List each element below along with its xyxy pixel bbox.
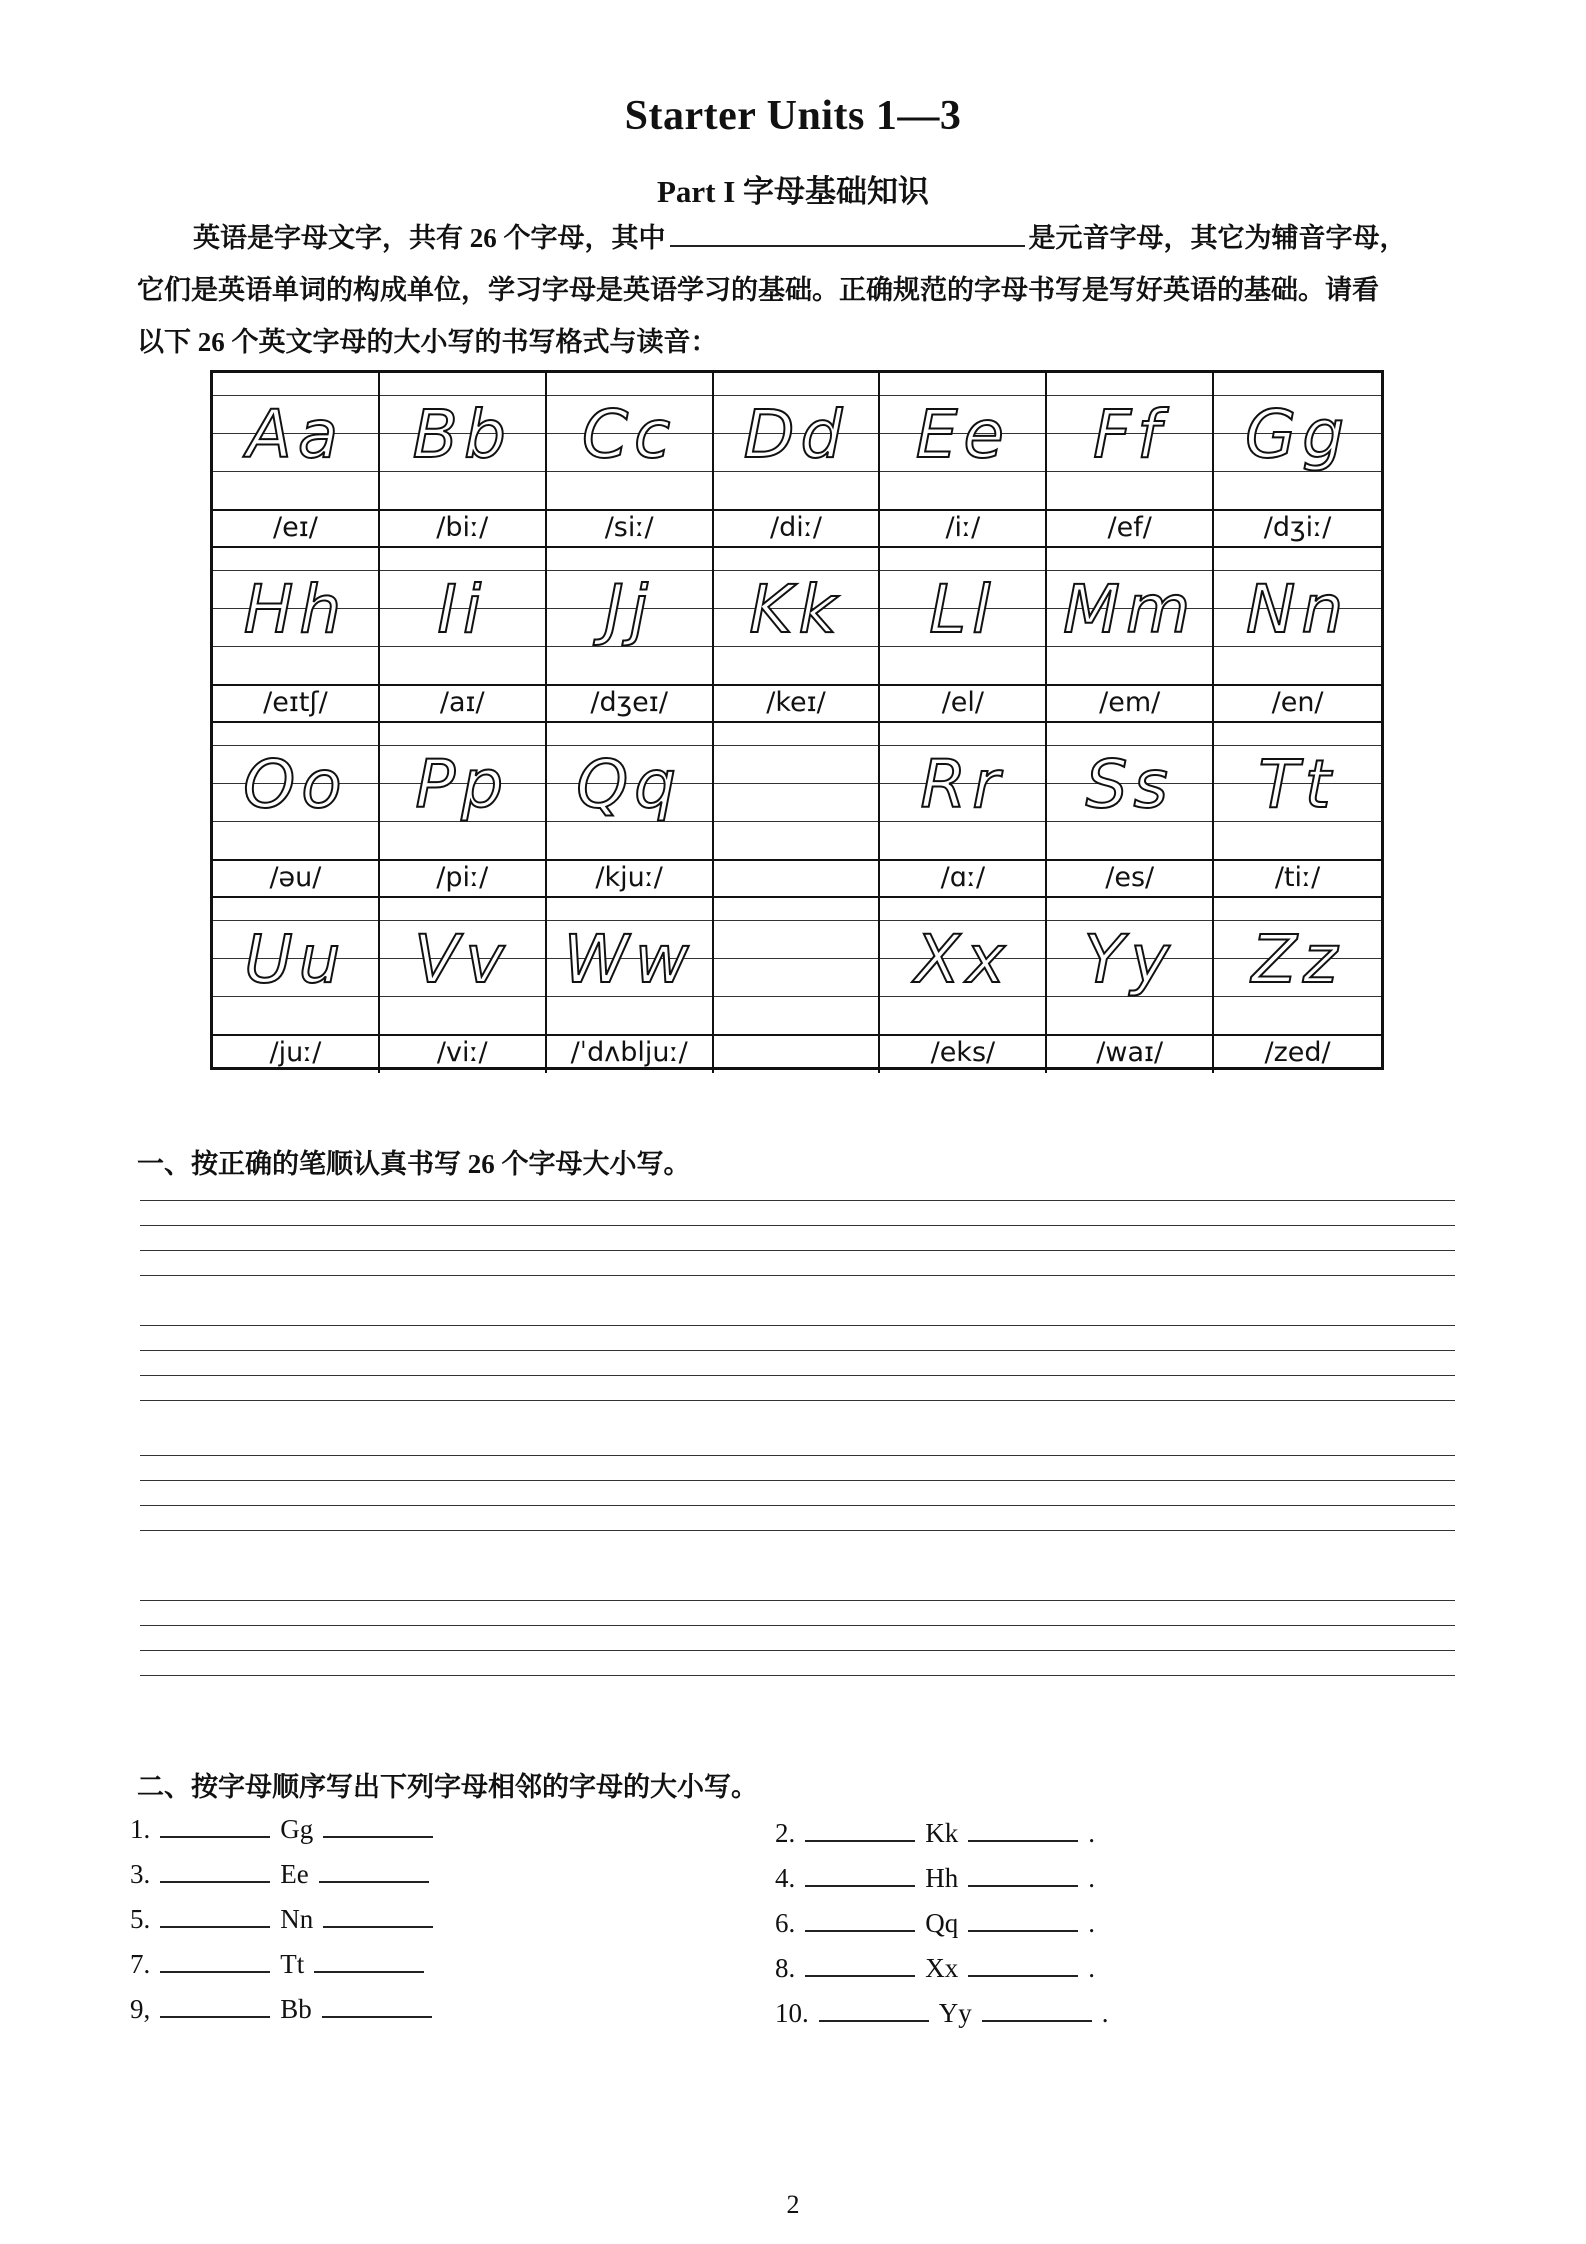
letter-phonetic: /aɪ/: [439, 687, 485, 718]
exercise-number: 1.: [130, 1814, 151, 1844]
letter-phonetic: /biː/: [436, 512, 489, 543]
answer-blank-before[interactable]: [160, 1812, 270, 1838]
exercise-end: .: [1088, 1818, 1095, 1848]
letter-glyphs: Gg: [1245, 396, 1351, 473]
letter-phonetic: /en/: [1271, 687, 1324, 718]
answer-blank-before[interactable]: [160, 1992, 270, 2018]
letter-glyphs: Xx: [914, 921, 1011, 998]
letter-glyphs: Cc: [581, 396, 677, 473]
answer-blank-before[interactable]: [805, 1816, 915, 1842]
letter-glyphs: Ii: [437, 571, 488, 648]
writing-practice-lines-3[interactable]: [140, 1455, 1455, 1545]
exercise-item: [130, 1812, 443, 1845]
letter-phonetic: /eɪ/: [273, 512, 318, 543]
letter-glyphs: Yy: [1084, 921, 1176, 998]
letter-glyphs: [714, 910, 879, 1010]
exercise-end: .: [1088, 1863, 1095, 1893]
exercise-item: [775, 1816, 1095, 1849]
exercise-end: .: [1101, 1998, 1109, 2028]
answer-blank-before[interactable]: [819, 1996, 929, 2022]
letter-cell: [547, 548, 714, 723]
letter-phonetic: /əu/: [269, 862, 322, 893]
letter-cell: [547, 723, 714, 898]
answer-blank-before[interactable]: [805, 1951, 915, 1977]
exercise-letter: Xx: [925, 1953, 959, 1983]
letter-phonetic: /viː/: [436, 1037, 488, 1068]
letter-glyphs: Dd: [743, 396, 849, 473]
exercise-number: 10.: [775, 1998, 809, 2028]
exercise-item: [130, 1902, 443, 1935]
letter-glyphs: Jj: [604, 571, 655, 648]
letter-phonetic: [714, 1036, 879, 1070]
letter-glyphs: Ww: [563, 921, 695, 998]
letter-phonetic: /iː/: [945, 512, 981, 543]
letter-cell: [714, 723, 881, 898]
intro-line-1-before: 英语是字母文字，共有 26 个字母，其中: [193, 223, 666, 253]
letter-cell: [880, 723, 1047, 898]
intro-line-1: [137, 212, 1457, 264]
exercise-letter: Kk: [925, 1818, 959, 1848]
letter-phonetic: /ɑː/: [940, 862, 986, 893]
writing-practice-lines-4[interactable]: [140, 1600, 1455, 1690]
letter-cell: [213, 898, 380, 1073]
letter-glyphs: Mm: [1063, 571, 1197, 648]
exercise-item: [775, 1861, 1095, 1894]
writing-practice-lines-1[interactable]: [140, 1200, 1455, 1290]
vowel-answer-blank[interactable]: [670, 219, 1025, 247]
letter-glyphs: Nn: [1245, 571, 1350, 648]
answer-blank-before[interactable]: [160, 1902, 270, 1928]
letter-phonetic: /piː/: [436, 862, 489, 893]
letter-glyphs: Tt: [1258, 746, 1337, 823]
letter-phonetic: /kjuː/: [595, 862, 663, 893]
exercise-letter: Nn: [280, 1904, 314, 1934]
section-2-heading: 二、按字母顺序写出下列字母相邻的字母的大小写。: [137, 1772, 758, 1802]
letter-cell: [880, 373, 1047, 548]
letter-phonetic: /juː/: [269, 1037, 322, 1068]
letter-cell: [880, 548, 1047, 723]
alphabet-table: [210, 370, 1384, 1070]
section-1-heading: 一、按正确的笔顺认真书写 26 个字母大小写。: [137, 1149, 691, 1179]
exercise-number: 8.: [775, 1953, 796, 1983]
letter-phonetic: /keɪ/: [766, 687, 826, 718]
letter-cell: [380, 373, 547, 548]
letter-cell: [714, 898, 881, 1073]
letter-phonetic: /ef/: [1107, 512, 1152, 543]
letter-phonetic: /siː/: [604, 512, 654, 543]
exercise-number: 6.: [775, 1908, 796, 1938]
exercise-number: 7.: [130, 1949, 151, 1979]
letter-cell: [1214, 898, 1381, 1073]
exercise-number: 2.: [775, 1818, 796, 1848]
exercise-item: [775, 1906, 1095, 1939]
letter-cell: [1214, 548, 1381, 723]
exercise-number: 5.: [130, 1904, 151, 1934]
page-number: 2: [786, 2190, 800, 2219]
answer-blank-after[interactable]: [968, 1861, 1078, 1887]
exercise-end: .: [1088, 1908, 1095, 1938]
letter-cell: [1047, 723, 1214, 898]
letter-cell: [380, 723, 547, 898]
letter-cell: [213, 723, 380, 898]
answer-blank-after[interactable]: [319, 1857, 429, 1883]
answer-blank-after[interactable]: [323, 1902, 433, 1928]
answer-blank-after[interactable]: [323, 1812, 433, 1838]
exercise-letter: Qq: [925, 1908, 959, 1938]
letter-cell: [1047, 373, 1214, 548]
exercise-item: [775, 1996, 1109, 2029]
letter-cell: [714, 548, 881, 723]
letter-cell: [547, 373, 714, 548]
letter-phonetic: /el/: [941, 687, 984, 718]
exercise-item: [130, 1992, 442, 2025]
intro-line-3: 以下 26 个英文字母的大小写的书写格式与读音：: [137, 327, 718, 357]
answer-blank-after[interactable]: [968, 1816, 1078, 1842]
letter-glyphs: Vv: [414, 921, 511, 998]
letter-cell: [380, 548, 547, 723]
letter-phonetic: [714, 861, 879, 895]
letter-glyphs: Kk: [749, 571, 843, 648]
letter-phonetic: /dʒiː/: [1263, 512, 1332, 543]
exercise-item: [130, 1947, 434, 1980]
exercise-number: 3.: [130, 1859, 151, 1889]
letter-cell: [1047, 898, 1214, 1073]
writing-practice-lines-2[interactable]: [140, 1325, 1455, 1415]
exercise-item: [775, 1951, 1095, 1984]
exercise-letter: Ee: [280, 1859, 309, 1889]
letter-phonetic: /ˈdʌbljuː/: [570, 1037, 688, 1068]
letter-glyphs: Uu: [244, 921, 347, 998]
letter-cell: [714, 373, 881, 548]
exercise-letter: Tt: [280, 1949, 305, 1979]
letter-cell: [547, 898, 714, 1073]
answer-blank-after[interactable]: [968, 1906, 1078, 1932]
letter-glyphs: Qq: [576, 746, 683, 823]
letter-cell: [380, 898, 547, 1073]
exercise-item: [130, 1857, 439, 1890]
intro-line-1-after: 是元音字母，其它为辅音字母，: [1028, 223, 1407, 253]
exercise-letter: Hh: [925, 1863, 959, 1893]
answer-blank-before[interactable]: [160, 1947, 270, 1973]
letter-cell: [213, 373, 380, 548]
answer-blank-before[interactable]: [805, 1861, 915, 1887]
answer-blank-before[interactable]: [805, 1906, 915, 1932]
letter-cell: [1214, 723, 1381, 898]
letter-glyphs: Ee: [915, 396, 1010, 473]
letter-phonetic: /diː/: [770, 512, 822, 543]
letter-glyphs: Pp: [415, 746, 510, 823]
part-heading: Part I 字母基础知识: [656, 174, 930, 209]
letter-glyphs: Ff: [1093, 396, 1167, 473]
letter-glyphs: Rr: [920, 746, 1006, 823]
answer-blank-before[interactable]: [160, 1857, 270, 1883]
letter-glyphs: Zz: [1251, 921, 1344, 998]
letter-glyphs: [714, 735, 879, 835]
letter-phonetic: /es/: [1105, 862, 1155, 893]
letter-glyphs: Bb: [412, 396, 512, 473]
letter-phonetic: /eks/: [930, 1037, 996, 1068]
answer-blank-after[interactable]: [982, 1996, 1092, 2022]
exercise-letter: Yy: [938, 1998, 972, 2028]
letter-phonetic: /dʒeɪ/: [590, 687, 668, 718]
letter-glyphs: Ll: [929, 571, 997, 648]
letter-phonetic: /zed/: [1264, 1037, 1331, 1068]
letter-glyphs: Ss: [1085, 746, 1174, 823]
answer-blank-after[interactable]: [322, 1992, 432, 2018]
letter-cell: [1047, 548, 1214, 723]
letter-cell: [880, 898, 1047, 1073]
letter-phonetic: /tiː/: [1274, 862, 1321, 893]
exercise-number: 9,: [130, 1994, 151, 2024]
answer-blank-after[interactable]: [314, 1947, 424, 1973]
exercise-number: 4.: [775, 1863, 796, 1893]
letter-phonetic: /waɪ/: [1096, 1037, 1164, 1068]
page-title: Starter Units 1—3: [624, 93, 962, 139]
letter-glyphs: Hh: [243, 571, 348, 648]
letter-glyphs: Oo: [243, 746, 348, 823]
letter-glyphs: Aa: [246, 396, 345, 473]
exercise-letter: Bb: [280, 1994, 312, 2024]
intro-paragraph: [137, 212, 1457, 368]
letter-phonetic: /eɪtʃ/: [263, 687, 328, 718]
letter-cell: [213, 548, 380, 723]
exercise-end: .: [1088, 1953, 1095, 1983]
letter-phonetic: /em/: [1099, 687, 1161, 718]
intro-line-2: 它们是英语单词的构成单位，学习字母是英语学习的基础。正确规范的字母书写是写好英语的基础。请看: [137, 275, 1379, 305]
exercise-letter: Gg: [280, 1814, 314, 1844]
answer-blank-after[interactable]: [968, 1951, 1078, 1977]
letter-cell: [1214, 373, 1381, 548]
